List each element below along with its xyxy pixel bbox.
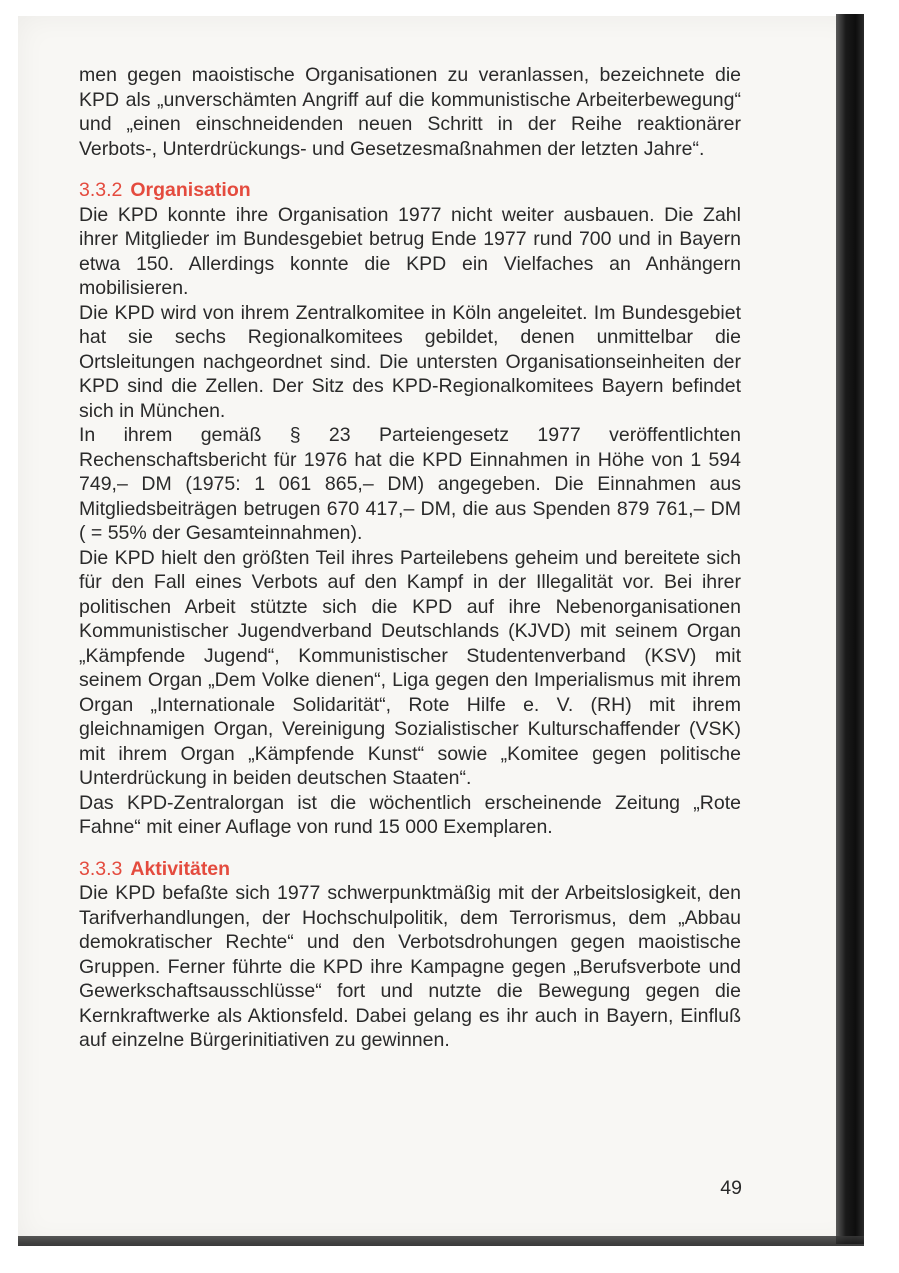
section-number: 3.3.3 (79, 857, 123, 880)
organisation-paragraph-3: In ihrem gemäß § 23 Parteiengesetz 1977 veröffentlichten Rechenschaftsbericht für 1976 hat die KPD Einnahmen in Höhe von 1 594 749,– DM (1975: 1 061 865,– DM) angegeben. Die Einnahmen aus Mitgliedsbeiträgen betrugen 670 417,– DM, die aus Spenden 879 761,– DM ( = 55% der Gesamteinnahmen). (79, 424, 741, 544)
organisation-paragraph-4: Die KPD hielt den größten Teil ihres Parteilebens geheim und bereitete sich für den Fall eines Verbots auf den Kampf in der Illegalität vor. Bei ihrer politischen Arbeit stützte sich die KPD auf ihre Nebenorganisationen Kommunistischer Jugendverband Deutschlands (KJVD) mit seinem Organ „Kämpfende Jugend“, Kommunistischer Studentenverband (KSV) mit seinem Organ „Dem Volke dienen“, Liga gegen den Imperialismus mit ihrem Organ „Internationale Solidarität“, Rote Hilfe e. V. (RH) mit ihrem gleichnamigen Organ, Vereinigung Sozialistischer Kulturschaffender (VSK) mit ihrem Organ „Kämpfende Kunst“ sowie „Komitee gegen politische Unterdrückung in beiden deutschen Staaten“. (79, 546, 741, 789)
page-number: 49 (720, 1177, 742, 1199)
section-heading-organisation (79, 178, 741, 203)
page-content (79, 63, 741, 1053)
organisation-paragraph-5: Das KPD-Zentralorgan ist die wöchentlich erscheinende Zeitung „Rote Fahne“ mit einer Auflage von rund 15 000 Exemplaren. (79, 791, 741, 838)
section-heading-aktivitaeten (79, 857, 741, 882)
intro-paragraph: men gegen maoistische Organisationen zu veranlassen, bezeichnete die KPD als „unverschämten Angriff auf die kommunistische Arbeiterbewegung“ und „einen einschneidenden neuen Schritt in der Reihe reaktionärer Verbots-, Unterdrückungs- und Gesetzesmaßnahmen der letzten Jahre“. (79, 64, 741, 160)
section-title: Aktivitäten (130, 857, 231, 880)
book-spine-shadow (836, 14, 864, 1244)
page-bottom-edge (18, 1236, 864, 1246)
section-title: Organisation (130, 179, 251, 201)
organisation-paragraph-2: Die KPD wird von ihrem Zentralkomitee in Köln angeleitet. Im Bundesgebiet hat sie sechs Regionalkomitees gebildet, denen unmittelbar die Ortsleitungen nachgeordnet sind. Die untersten Organisationseinheiten der KPD sind die Zellen. Der Sitz des KPD-Regionalkomitees Bayern befindet sich in München. (79, 301, 741, 422)
organisation-paragraph-1: Die KPD konnte ihre Organisation 1977 nicht weiter ausbauen. Die Zahl ihrer Mitglieder im Bundesgebiet betrug Ende 1977 rund 700 und in Bayern etwa 150. Allerdings konnte die KPD ein Vielfaches an Anhängern mobilisieren. (79, 203, 741, 299)
aktivitaeten-paragraph-1: Die KPD befaßte sich 1977 schwerpunktmäßig mit der Arbeitslosigkeit, den Tarifverhandlungen, der Hochschulpolitik, dem Terrorismus, dem „Abbau demokratischer Rechte“ und den Verbotsdrohungen gegen maoistische Gruppen. Ferner führte die KPD ihre Kampagne gegen „Berufsverbote und Gewerkschaftsausschlüsse“ fort und nutzte die Bewegung gegen die Kernkraftwerke als Aktionsfeld. Dabei gelang es ihr auch in Bayern, Einfluß auf einzelne Bürgerinitiativen zu gewinnen. (79, 882, 741, 1051)
section-number: 3.3.2 (79, 179, 123, 201)
